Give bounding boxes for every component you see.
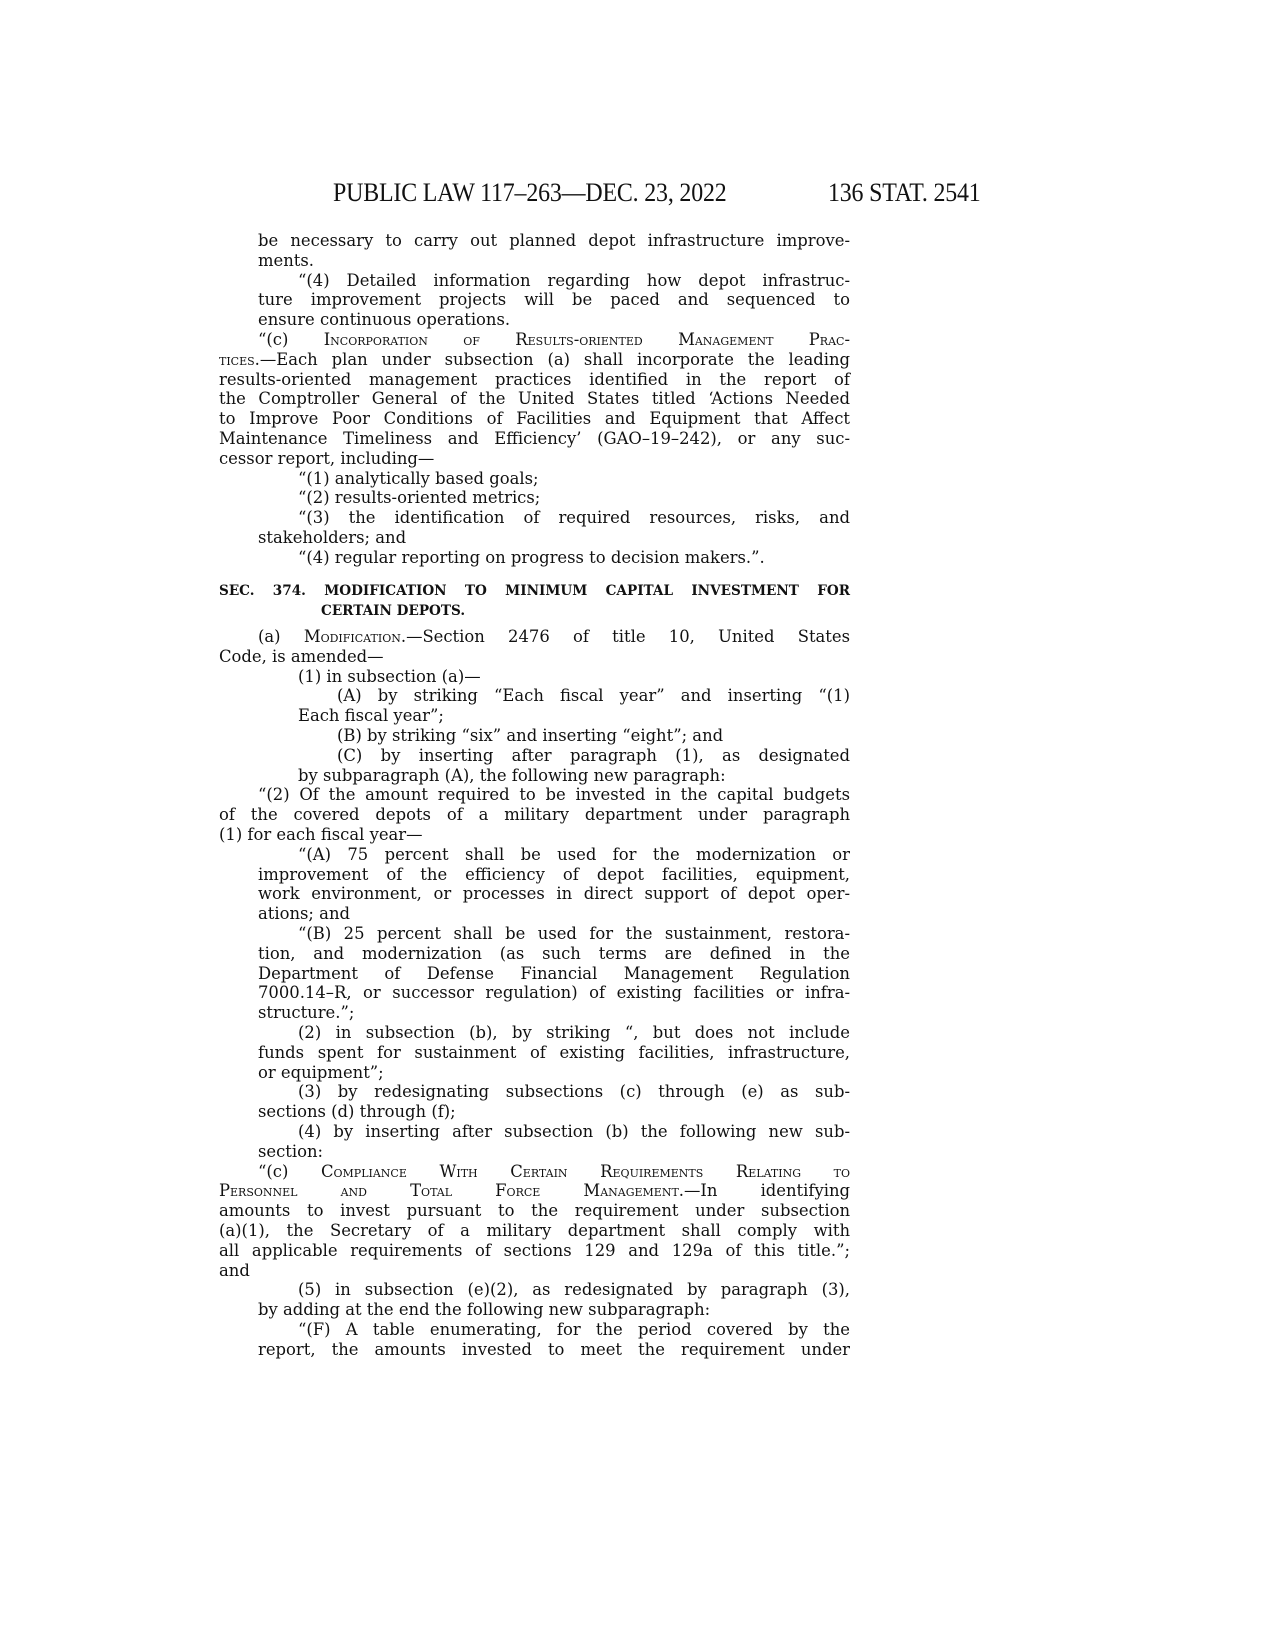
text-line — [219, 647, 850, 667]
text-run: “(3) the identification of required resources, risks, and — [298, 508, 850, 528]
text-run: (C) by inserting after paragraph (1), as designated — [337, 745, 850, 765]
text-run: Code, is amended— — [219, 646, 384, 666]
text-run: —Each plan under subsection (a) shall incorporate the leading — [259, 349, 850, 369]
text-line — [258, 1043, 850, 1063]
text-run: (1) in subsection (a)— — [298, 666, 481, 686]
text-line — [219, 1181, 850, 1201]
text-run: (5) in subsection (e)(2), as redesignated by paragraph (3), — [298, 1280, 850, 1300]
text-run: CERTAIN DEPOTS. — [321, 602, 466, 619]
text-run: ture improvement projects will be paced and sequenced to — [258, 290, 850, 310]
text-run: work environment, or processes in direct support of depot oper- — [258, 884, 850, 904]
text-line — [219, 389, 850, 409]
text-run: funds spent for sustainment of existing facilities, infrastructure, — [258, 1042, 850, 1062]
text-line — [298, 508, 850, 528]
text-run: “(2) results-oriented metrics; — [298, 488, 541, 508]
text-line — [258, 528, 850, 548]
text-run: ensure continuous operations. — [258, 310, 511, 330]
text-line — [258, 983, 850, 1003]
text-line — [258, 1063, 850, 1083]
text-line — [298, 845, 850, 865]
text-line — [219, 449, 850, 469]
text-run: “(c) — [258, 1161, 321, 1181]
text-run: cessor report, including— — [219, 448, 435, 468]
text-line — [258, 627, 850, 647]
text-line — [298, 469, 850, 489]
text-line — [219, 350, 850, 370]
text-run: “(B) 25 percent shall be used for the sustainment, restora- — [298, 924, 850, 943]
text-run: the Comptroller General of the United States titled ‘Actions Needed — [219, 389, 850, 409]
text-line — [298, 488, 850, 508]
text-run: (B) by striking “six” and inserting “eight”; and — [337, 726, 724, 745]
section-heading-line — [219, 581, 850, 601]
text-line — [258, 944, 850, 964]
text-run: section: — [258, 1141, 324, 1161]
text-line — [258, 904, 850, 924]
text-line — [258, 964, 850, 984]
text-line — [258, 785, 850, 805]
page-number: 136 STAT. 2541 — [828, 178, 981, 207]
text-line — [298, 548, 850, 568]
text-run: tion, and modernization (as such terms are defined in the — [258, 943, 850, 963]
text-run: (A) by striking “Each fiscal year” and inserting “(1) — [337, 686, 850, 706]
text-run: all applicable requirements of sections 129 and 129a of this title.”; — [219, 1240, 850, 1260]
text-line — [298, 766, 850, 786]
text-line — [298, 1023, 850, 1043]
text-line — [258, 1162, 850, 1182]
text-line — [258, 884, 850, 904]
section-heading-line — [321, 601, 850, 621]
text-line — [258, 1142, 850, 1162]
text-line — [258, 1340, 850, 1360]
text-run: (a)(1), the Secretary of a military department shall comply with — [219, 1221, 850, 1240]
text-line — [298, 667, 850, 687]
text-line — [258, 1003, 850, 1023]
small-caps-text: Compliance With Certain Requirements Relating to — [320, 1161, 850, 1181]
text-run: by subparagraph (A), the following new paragraph: — [298, 765, 726, 785]
text-line — [219, 1261, 850, 1281]
text-line — [298, 1320, 850, 1340]
text-run: “(2) Of the amount required to be invested in the capital budgets — [258, 785, 850, 805]
text-run: —Section 2476 of title 10, United States — [406, 627, 850, 646]
text-line — [219, 1221, 850, 1241]
text-line — [219, 409, 850, 429]
text-run: (a) — [258, 627, 304, 646]
text-line — [298, 1122, 850, 1142]
text-run: (2) in subsection (b), by striking “, but does not include — [298, 1023, 850, 1042]
text-run: Maintenance Timeliness and Efficiency’ (GAO–19–242), or any suc- — [219, 429, 850, 448]
text-run: (3) by redesignating subsections (c) through (e) as sub- — [298, 1082, 850, 1102]
text-run: stakeholders; and — [258, 528, 407, 547]
text-line — [298, 924, 850, 944]
text-run: be necessary to carry out planned depot infrastructure improve- — [258, 231, 850, 250]
text-line — [219, 1241, 850, 1261]
text-run: amounts to invest pursuant to the requirement under subsection — [219, 1201, 850, 1221]
text-line — [298, 1280, 850, 1300]
text-line — [219, 825, 850, 845]
running-header-title: PUBLIC LAW 117–263—DEC. 23, 2022 — [333, 178, 727, 207]
text-run: results-oriented management practices identified in the report of — [219, 369, 850, 389]
text-run: “(F) A table enumerating, for the period covered by the — [298, 1320, 850, 1339]
text-run: sections (d) through (f); — [258, 1102, 456, 1122]
text-line — [258, 290, 850, 310]
text-run: (4) by inserting after subsection (b) the following new sub- — [298, 1122, 850, 1141]
text-run: by adding at the end the following new subparagraph: — [258, 1300, 711, 1320]
text-line — [219, 805, 850, 825]
text-line — [258, 310, 850, 330]
text-run: Department of Defense Financial Management Regulation — [258, 963, 850, 983]
text-run: improvement of the efficiency of depot facilities, equipment, — [258, 864, 850, 884]
text-run: Each fiscal year”; — [298, 706, 444, 726]
text-run: structure.”; — [258, 1003, 355, 1023]
text-line — [298, 706, 850, 726]
text-run: report, the amounts invested to meet the requirement under — [258, 1339, 850, 1359]
text-run: and — [219, 1260, 250, 1280]
text-run: “(4) regular reporting on progress to decision makers.”. — [298, 547, 765, 567]
small-caps-text: tices. — [219, 349, 260, 369]
text-run: “(1) analytically based goals; — [298, 468, 539, 488]
text-run: ments. — [258, 250, 315, 270]
text-line — [298, 271, 850, 291]
text-line — [258, 330, 850, 350]
text-line — [337, 686, 850, 706]
text-run: SEC. 374. MODIFICATION TO MINIMUM CAPITAL INVESTMENT FOR — [219, 583, 850, 599]
text-run: or equipment”; — [258, 1062, 384, 1082]
text-line — [219, 429, 850, 449]
text-run: to Improve Poor Conditions of Facilities and Equipment that Affect — [219, 409, 850, 429]
text-line — [298, 1082, 850, 1102]
text-line — [258, 231, 850, 251]
text-line — [258, 251, 850, 271]
text-line — [258, 865, 850, 885]
text-run: “(A) 75 percent shall be used for the modernization or — [298, 844, 850, 864]
text-line — [219, 370, 850, 390]
text-run: “(4) Detailed information regarding how depot infrastruc- — [298, 270, 850, 290]
small-caps-text: Modification. — [303, 627, 407, 646]
text-line — [337, 726, 850, 746]
text-line — [337, 746, 850, 766]
text-run: of the covered depots of a military department under paragraph — [219, 805, 850, 825]
text-run: ations; and — [258, 904, 350, 924]
small-caps-text: Incorporation of Results-oriented Management Prac- — [323, 330, 850, 349]
text-line — [219, 1201, 850, 1221]
small-caps-text: Personnel and Total Force Management. — [219, 1181, 685, 1201]
text-line — [258, 1300, 850, 1320]
text-run: “(c) — [258, 330, 324, 349]
text-run: —In identifying — [684, 1181, 850, 1201]
text-run: (1) for each fiscal year— — [219, 825, 423, 844]
text-run: 7000.14–R, or successor regulation) of existing facilities or infra- — [258, 983, 850, 1003]
text-line — [258, 1102, 850, 1122]
